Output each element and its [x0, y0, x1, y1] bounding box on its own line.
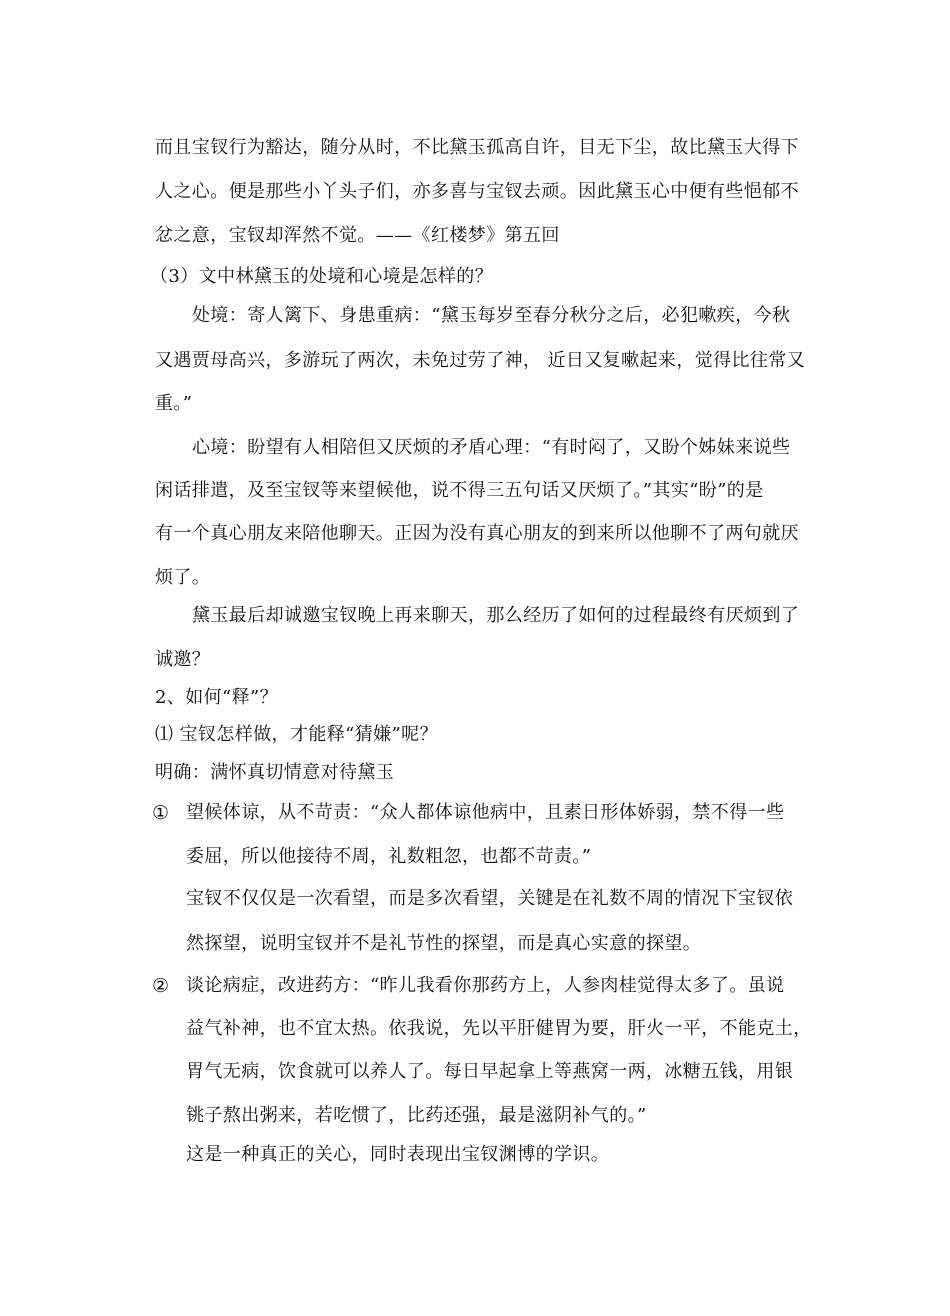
paragraph-line: 望候体谅，从不苛责：“众人都体谅他病中，且素日形体娇弱，禁不得一些: [186, 802, 785, 823]
paragraph-line: 诚邀？: [155, 649, 211, 670]
paragraph-line: 有一个真心朋友来陪他聊天。正因为没有真心朋友的到来所以他聊不了两句就厌: [155, 523, 799, 544]
circled-number-marker: ②: [152, 975, 170, 997]
subquestion-heading: ⑴ 宝钗怎样做，才能释“猜嫌”呢？: [155, 724, 438, 745]
paragraph-line: 人之心。便是那些小丫头子们，亦多喜与宝钗去顽。因此黛玉心中便有些悒郁不: [155, 181, 799, 202]
paragraph-line: 黛玉最后却诚邀宝钗晚上再来聊天，那么经历了如何的过程最终有厌烦到了: [192, 605, 800, 626]
paragraph-line: 重。”: [155, 393, 193, 414]
question-heading: （3）文中林黛玉的处境和心境是怎样的？: [150, 266, 494, 287]
paragraph-line: 铫子熬出粥来，若吃惯了，比药还强，最是滋阴补气的。”: [186, 1105, 647, 1126]
paragraph-line: 处境：寄人篱下、身患重病：“黛玉每岁至春分秋分之后，必犯嗽疾，今秋: [192, 305, 791, 326]
paragraph-line: 忿之意，宝钗却浑然不觉。——《红楼梦》第五回: [155, 225, 560, 246]
circled-number-marker: ①: [152, 802, 170, 824]
paragraph-line: 又遇贾母高兴，多游玩了两次，未免过劳了神， 近日又复嗽起来，觉得比往常又: [155, 350, 806, 371]
paragraph-line: 然探望，说明宝钗并不是礼节性的探望，而是真心实意的探望。: [186, 933, 702, 954]
paragraph-line: 心境：盼望有人相陪但又厌烦的矛盾心理：“有时闷了，又盼个姊妹来说些: [192, 437, 791, 458]
paragraph-line: 宝钗不仅仅是一次看望，而是多次看望，关键是在礼数不周的情况下宝钗依: [186, 888, 794, 909]
paragraph-line: 这是一种真正的关心，同时表现出宝钗渊博的学识。: [186, 1144, 610, 1165]
paragraph-line: 胃气无病，饮食就可以养人了。每日早起拿上等燕窝一两，冰糖五钱，用银: [186, 1061, 794, 1082]
paragraph-line: 闲话排遣，及至宝钗等来望候他，说不得三五句话又厌烦了。”其实“盼”的是: [155, 480, 764, 501]
paragraph-line: 委屈，所以他接待不周，礼数粗忽，也都不苛责。”: [186, 846, 592, 867]
paragraph-line: 益气补神，也不宜太热。依我说，先以平肝健胃为要，肝火一平，不能克土，: [186, 1018, 812, 1039]
clarification-line: 明确：满怀真切情意对待黛玉: [155, 762, 395, 783]
paragraph-line: 烦了。: [155, 567, 211, 588]
section-heading: 2、如何“释”？: [155, 687, 279, 708]
paragraph-line: 而且宝钗行为豁达，随分从时，不比黛玉孤高自许，目无下尘，故比黛玉大得下: [155, 137, 799, 158]
paragraph-line: 谈论病症，改进药方：“昨儿我看你那药方上，人参肉桂觉得太多了。虽说: [186, 975, 785, 996]
